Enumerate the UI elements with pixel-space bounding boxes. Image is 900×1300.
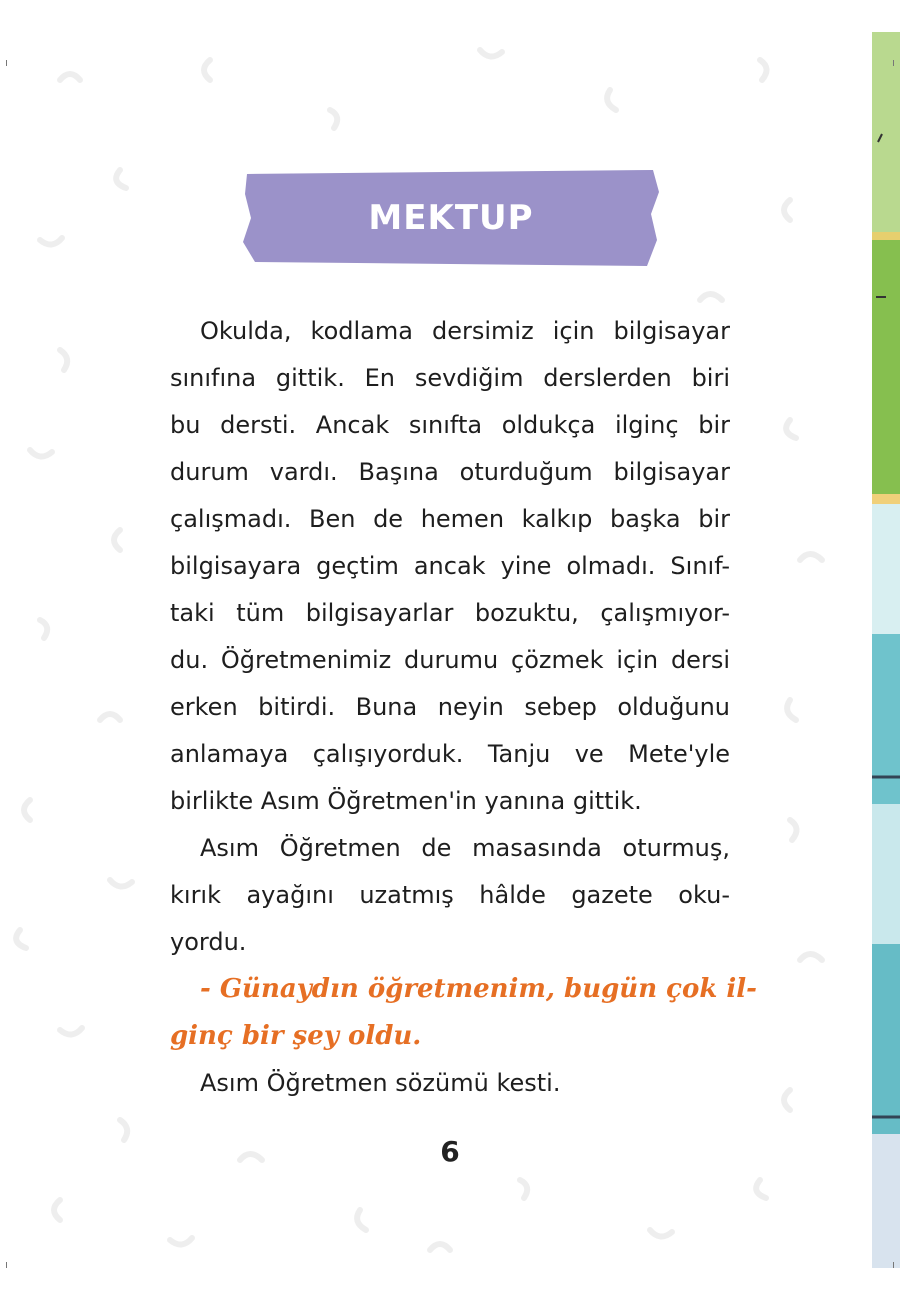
text-line: Asım Öğretmen sözümü kesti. [200,1069,561,1097]
story-text [170,308,757,1107]
text-line: Okulda, kodlama dersimiz için bilgisayar [200,317,730,345]
text-line: çalışmadı. Ben de hemen kalkıp başka bir [170,505,730,533]
side-illustration-strip [872,32,900,1268]
crop-mark [893,1262,894,1268]
text-line: yordu. [170,928,247,956]
text-line: anlamaya çalışıyorduk. Tanju ve Mete'yle [170,740,730,768]
text-line: bilgisayara geçtim ancak yine olmadı. Sınıf- [170,552,730,580]
text-line: du. Öğretmenimiz durumu çözmek için dersi [170,646,730,674]
text-line: birlikte Asım Öğretmen'in yanına gittik. [170,787,642,815]
text-line: erken bitirdi. Buna neyin sebep olduğunu [170,693,730,721]
text-line: taki tüm bilgisayarlar bozuktu, çalışmıyor- [170,599,730,627]
text-line: durum vardı. Başına oturduğum bilgisayar [170,458,730,486]
text-line: bu dersti. Ancak sınıfta oldukça ilginç bir [170,411,730,439]
text-line: sınıfına gittik. En sevdiğim derslerden biri [170,364,730,392]
crop-mark [6,1262,7,1268]
page-number: 6 [440,1135,460,1168]
text-line: Asım Öğretmen de masasında oturmuş, [200,834,730,862]
dialogue-line: - Günaydın öğretmenim, bugün çok il- [200,974,757,1004]
text-line: kırık ayağını uzatmış hâlde gazete oku- [170,881,730,909]
dialogue-line: ginç bir şey oldu. [170,1021,422,1051]
page-title: MEKTUP [368,198,534,238]
crop-mark [6,60,7,66]
crop-mark [893,60,894,66]
